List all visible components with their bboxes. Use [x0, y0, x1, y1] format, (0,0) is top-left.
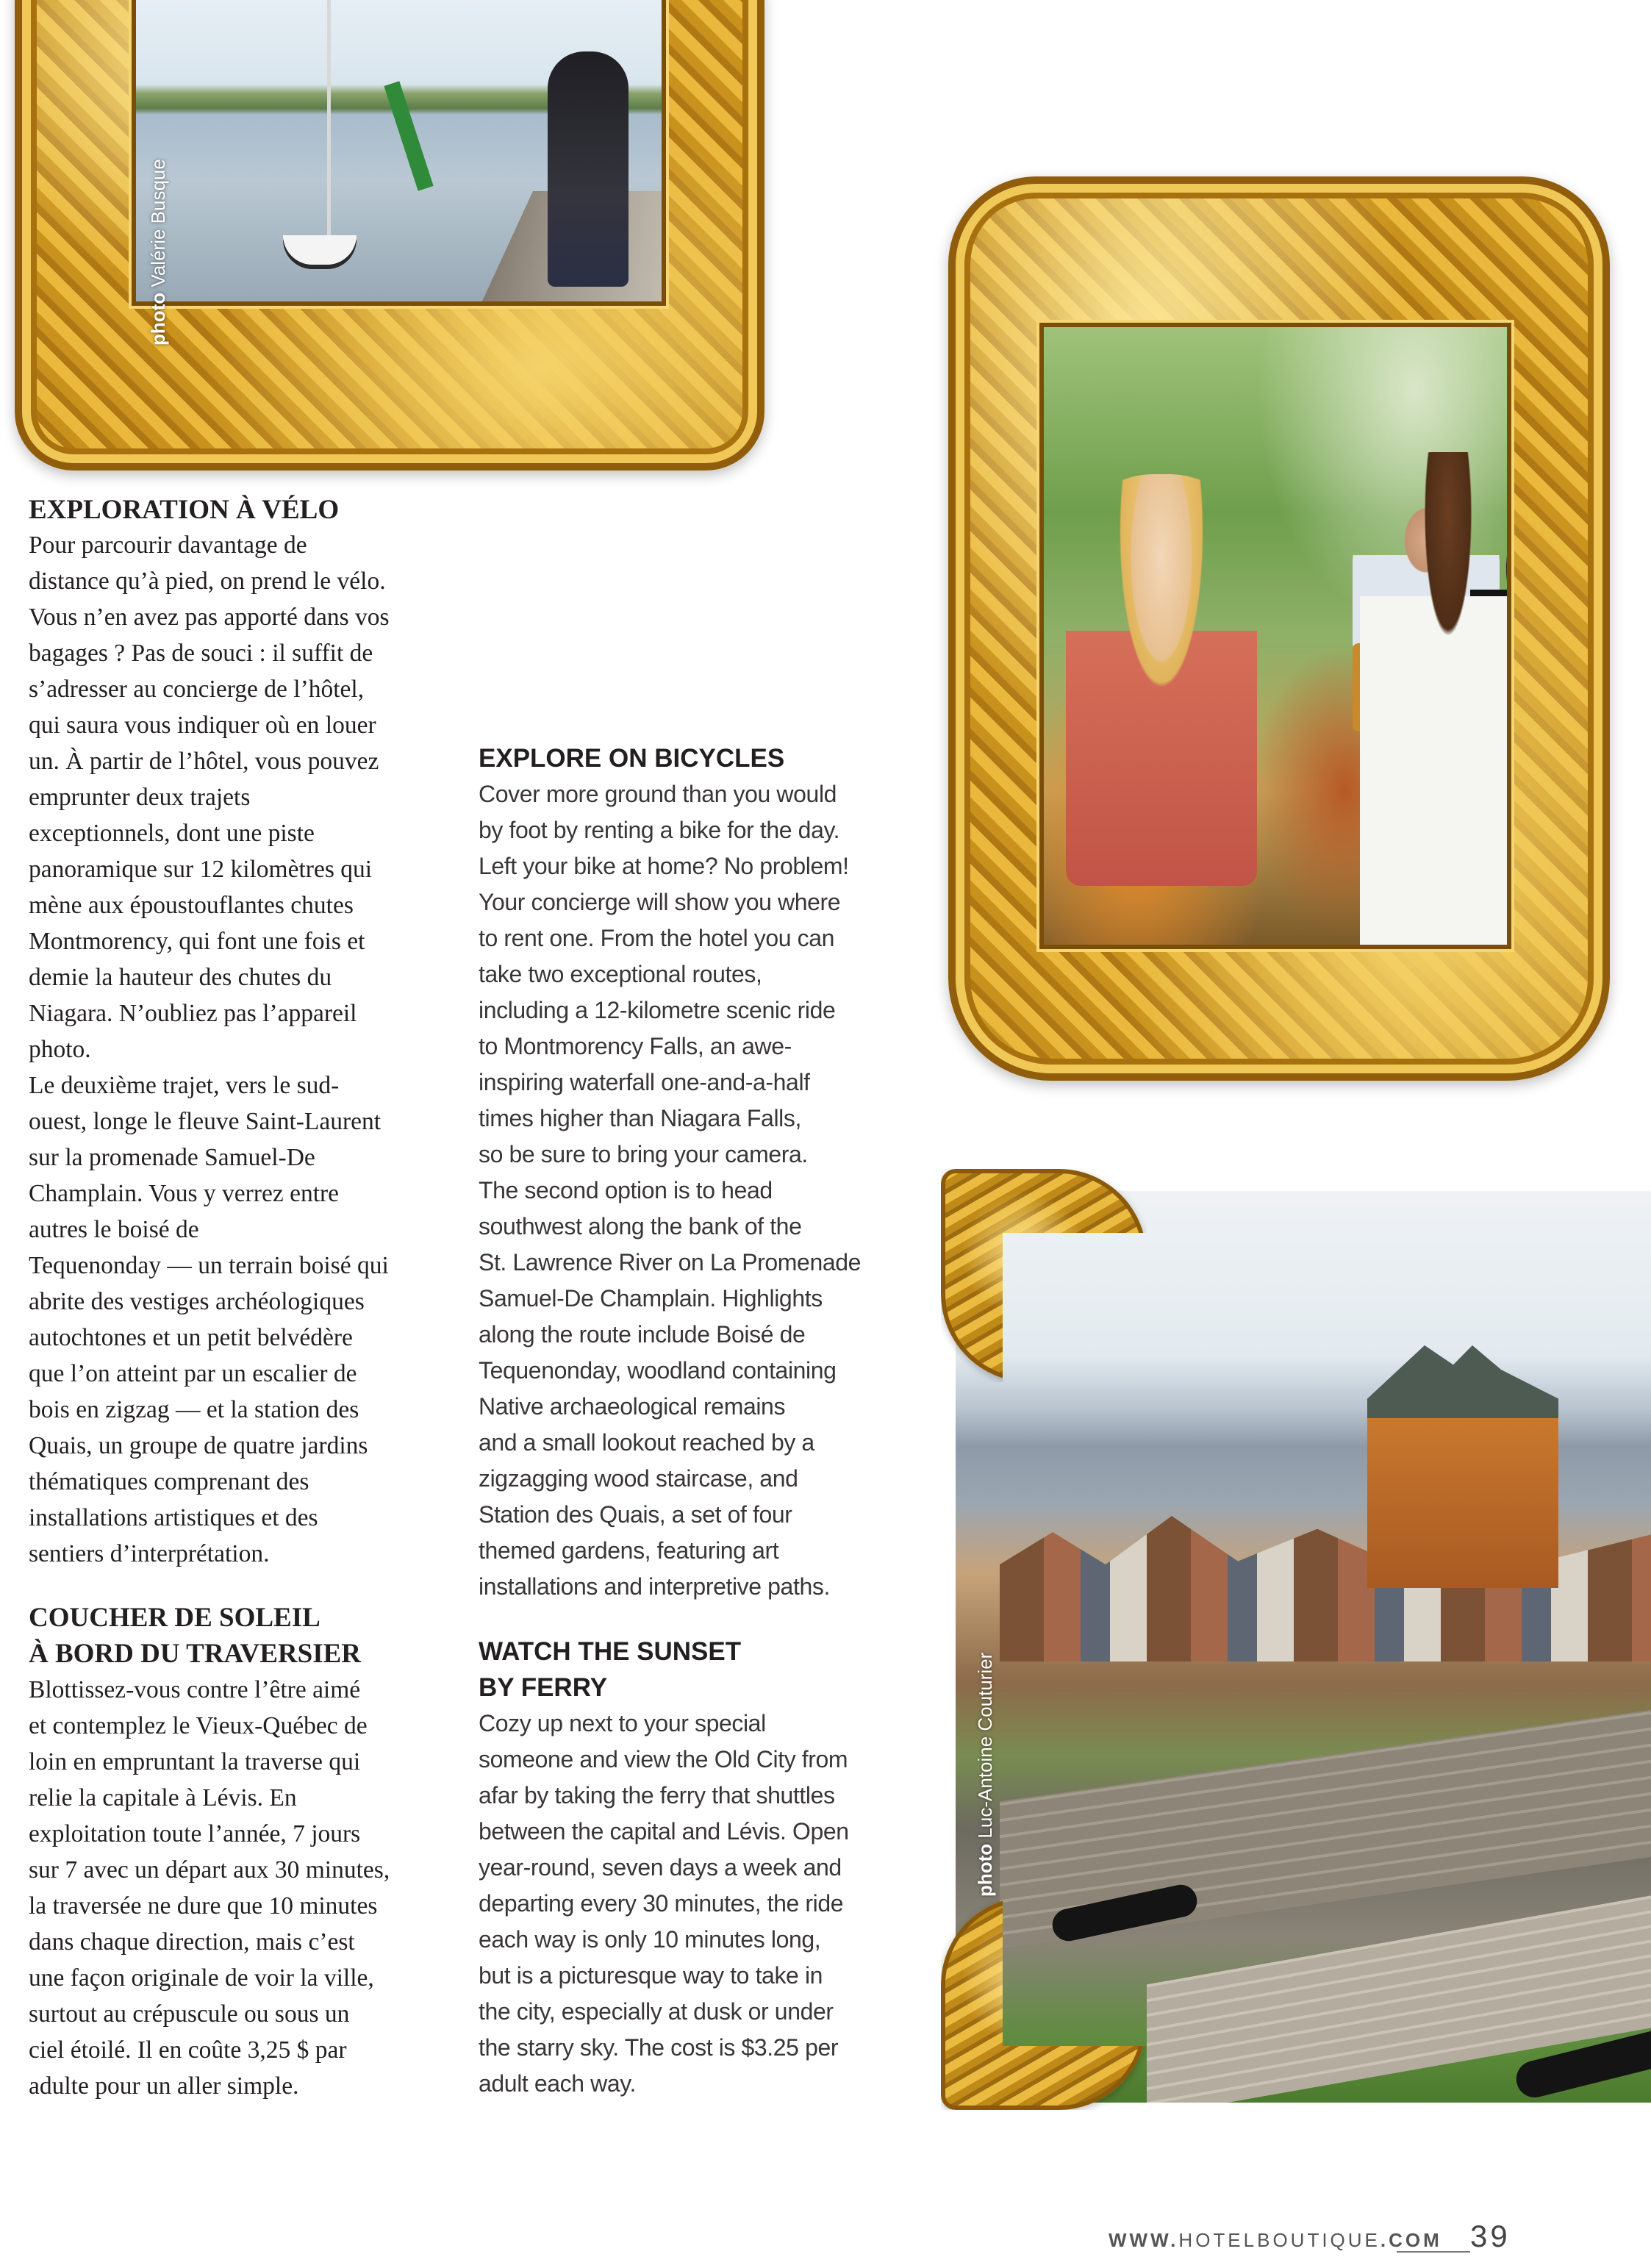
ornate-gold-frame-dining [948, 176, 1610, 1081]
footer-divider [1397, 2251, 1470, 2253]
french-heading-ferry: COUCHER DE SOLEIL À BORD DU TRAVERSIER [29, 1603, 361, 1669]
french-heading-cycling: EXPLORATION À VÉLO [29, 495, 340, 525]
english-heading-cycling: EXPLORE ON BICYCLES [479, 744, 785, 773]
photo-credit-city: photo Luc-Antoine Couturier [974, 1652, 996, 1897]
english-body-ferry: Cozy up next to your special someone and view the Old City from afar by taking the ferry that shuttles between the capital and Lévis. Open year-round, seven days a week and departing every 30 minutes, the ride each way is only 10 minutes long, but is a picturesque way to take in the city, especially at dusk or under the starry sky. The cost is $3.25 per adult each way. [479, 1710, 849, 2097]
ornate-gold-frame-harbour [15, 0, 764, 471]
harbour-couple-photo [136, 0, 662, 301]
english-heading-ferry: WATCH THE SUNSET BY FERRY [479, 1637, 742, 1702]
french-body-ferry: Blottissez-vous contre l’être aimé et contemplez le Vieux-Québec de loin en empruntant la traverse qui relie la capitale à Lévis. En exploitation toute l’année, 7 jours sur 7 avec un départ aux 30 minutes, la traversée ne dure que 10 minutes dans chaque direction, mais c’est une façon originale de voir la ville, surtout au crépuscule ou sous un ciel étoilé. Il en coûte 3,25 $ par adulte pour un aller simple. [29, 1676, 390, 2100]
footer-website-link[interactable]: WWW.HOTELBOUTIQUE.COM [1109, 2229, 1442, 2251]
photo-credit-harbour: photo Valérie Busque [147, 159, 169, 346]
old-quebec-chateau-photo [956, 1191, 1651, 2103]
english-body-cycling: Cover more ground than you would by foot by renting a bike for the day. Left your bike at home? No problem! Your concierge will show you where to rent one. From the hotel you can take two exceptional routes, including a 12-kilometre scenic ride to Montmorency Falls, an awe- inspiring waterfall one-and-a-half times higher than Niagara Falls, so be sure to bring your camera. The second option is to head southwest along the bank of the St. Lawrence River on La Promenade Samuel-De Champlain. Highlights along the route include Boisé de Tequenonday, woodland containing Native archaeological remains and a small lookout reached by a zigzagging wood staircase, and Station des Quais, a set of four themed gardens, featuring art installations and interpretive paths. [479, 781, 862, 1600]
terrace-dining-photo [1044, 327, 1507, 945]
french-body-cycling: Pour parcourir davantage de distance qu’à pied, on prend le vélo. Vous n’en avez pas apporté dans vos bagages ? Pas de souci : il suffit de s’adresser au concierge de l’hôtel, qui saura vous indiquer où en louer un. À partir de l’hôtel, vous pouvez emprunter deux trajets exceptionnels, dont une piste panoramique sur 12 kilomètres qui mène aux époustouflantes chutes Montmorency, qui font une fois et demie la hauteur des chutes du Niagara. N’oubliez pas l’appareil photo. Le deuxième trajet, vers le sud- ouest, longe le fleuve Saint-Laurent sur la promenade Samuel-De Champlain. Vous y verrez entre autres le boisé de Tequenonday — un terrain boisé qui abrite des vestiges archéologiques autochtones et un petit belvédère que l’on atteint par un escalier de bois en zigzag — et la station des Quais, un groupe de quatre jardins thématiques comprenant des installations artistiques et des sentiers d’interprétation. [29, 532, 390, 1567]
page-number: 39 [1470, 2219, 1511, 2253]
